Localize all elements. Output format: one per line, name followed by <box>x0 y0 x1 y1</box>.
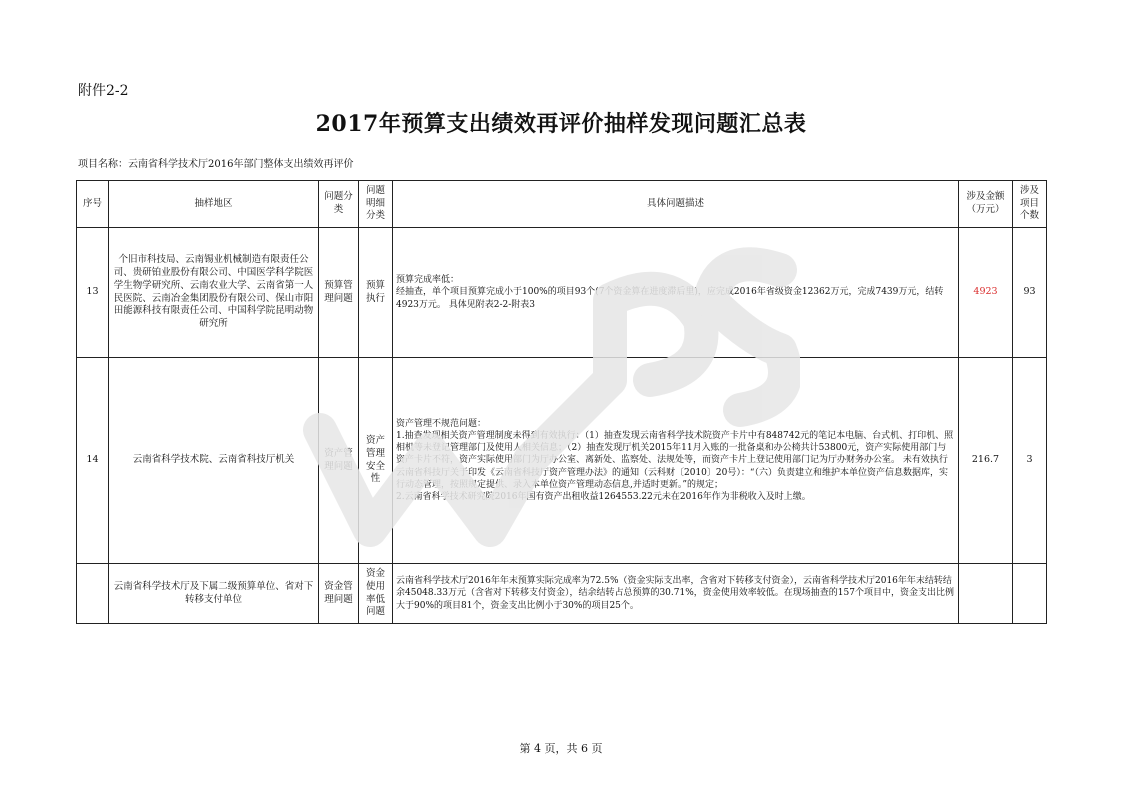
header-seq: 序号 <box>77 181 109 228</box>
row-description <box>393 564 959 624</box>
row-subcategory: 预算执行 <box>359 228 393 358</box>
header-count: 涉及项目个数 <box>1013 181 1047 228</box>
row-category: 资产管理问题 <box>319 358 359 564</box>
page-title: 2017年预算支出绩效再评价抽样发现问题汇总表 <box>315 111 807 137</box>
header-category: 问题分类 <box>319 181 359 228</box>
description-line: 1.抽查发现相关资产管理制度未得到有效执行：（1）抽查发现云南省科学技术院资产卡片中有848742元的笔记本电脑、台式机、打印机、照相机等未登记管理部门及使用人相关信息；（2）抽查发现厅机关2015年11月入账的一批备桌和办公椅共计53800元，资产实际使用部门与资产卡片不符，资产实际使用部门为厅办公室、离新处、监察处、法规处等，而资产卡片上登记使用部门记为厅办财务办公室。 未有效执行云南省科技厅关于印发《云南省科技厅资产管理办法》的通知（云科财〔2010〕20号）：“（六）负责建立和维护本单位资产信息数据库，实行动态管理，按照规定提供、录入本单位资产管理动态信息,并适时更新。”的规定； <box>396 431 954 490</box>
row-subcategory: 资金使用率低问题 <box>359 564 393 624</box>
project-name: 项目名称：云南省科学技术厅2016年部门整体支出绩效再评价 <box>78 159 354 170</box>
table-row <box>77 228 1047 358</box>
description-line: 预算完成率低： <box>396 275 460 286</box>
row-amount <box>959 564 1013 624</box>
description-line: 经抽查，单个项目预算完成小于100%的项目93个(7个资金算在进度滞后里)，应完成2016年省级资金12362万元，完成7439万元，结转4923万元。 具体见附表2-2-附表3 <box>396 287 944 310</box>
header-region: 抽样地区 <box>109 181 319 228</box>
row-seq: 13 <box>77 228 109 358</box>
row-amount: 4923 <box>959 228 1013 358</box>
row-seq: 14 <box>77 358 109 564</box>
header-row <box>77 181 1047 228</box>
row-description <box>393 358 959 564</box>
description-line: 资产管理不规范问题： <box>396 419 487 429</box>
row-amount: 216.7 <box>959 358 1013 564</box>
header-subcategory: 问题明细分类 <box>359 181 393 228</box>
row-description <box>393 228 959 358</box>
row-subcategory: 资产管理安全性 <box>359 358 393 564</box>
table-row <box>77 358 1047 564</box>
row-region: 云南省科学技术厅及下属二级预算单位、省对下转移支付单位 <box>109 564 319 624</box>
description-line: 2.云南省科学技术研究院2016年国有资产出租收益1264553.22元未在2016年作为非税收入及时上缴。 <box>396 491 811 502</box>
row-seq <box>77 564 109 624</box>
row-region: 云南省科学技术院、云南省科技厅机关 <box>109 358 319 564</box>
attachment-label: 附件2-2 <box>78 83 129 99</box>
row-category: 资金管理问题 <box>319 564 359 624</box>
description-line: 云南省科学技术厅2016年年末预算实际完成率为72.5%（资金实际支出率，含省对下转移支付资金），云南省科学技术厅2016年年末结转结余45048.33万元（含省对下转移支付资金），结余结转占总预算的30.71%，资金使用效率较低。在现场抽查的157个项目中，资金支出比例大于90%的项目81个，资金支出比例小于30%的项目25个。 <box>396 576 954 611</box>
row-category: 预算管理问题 <box>319 228 359 358</box>
row-count <box>1013 564 1047 624</box>
page-footer: 第 4 页，共 6 页 <box>519 742 603 755</box>
summary-table <box>76 180 1047 624</box>
table-row <box>77 564 1047 624</box>
row-count: 3 <box>1013 358 1047 564</box>
row-count: 93 <box>1013 228 1047 358</box>
header-description: 具体问题描述 <box>393 181 959 228</box>
header-amount: 涉及金额（万元） <box>959 181 1013 228</box>
row-region: 个旧市科技局、云南锡业机械制造有限责任公司、贵研铂业股份有限公司、中国医学科学院医学生物学研究所、云南农业大学、云南省第一人民医院、云南冶金集团股份有限公司、保山市阳田能源科技有限责任公司、中国科学院昆明动物研究所 <box>109 228 319 358</box>
